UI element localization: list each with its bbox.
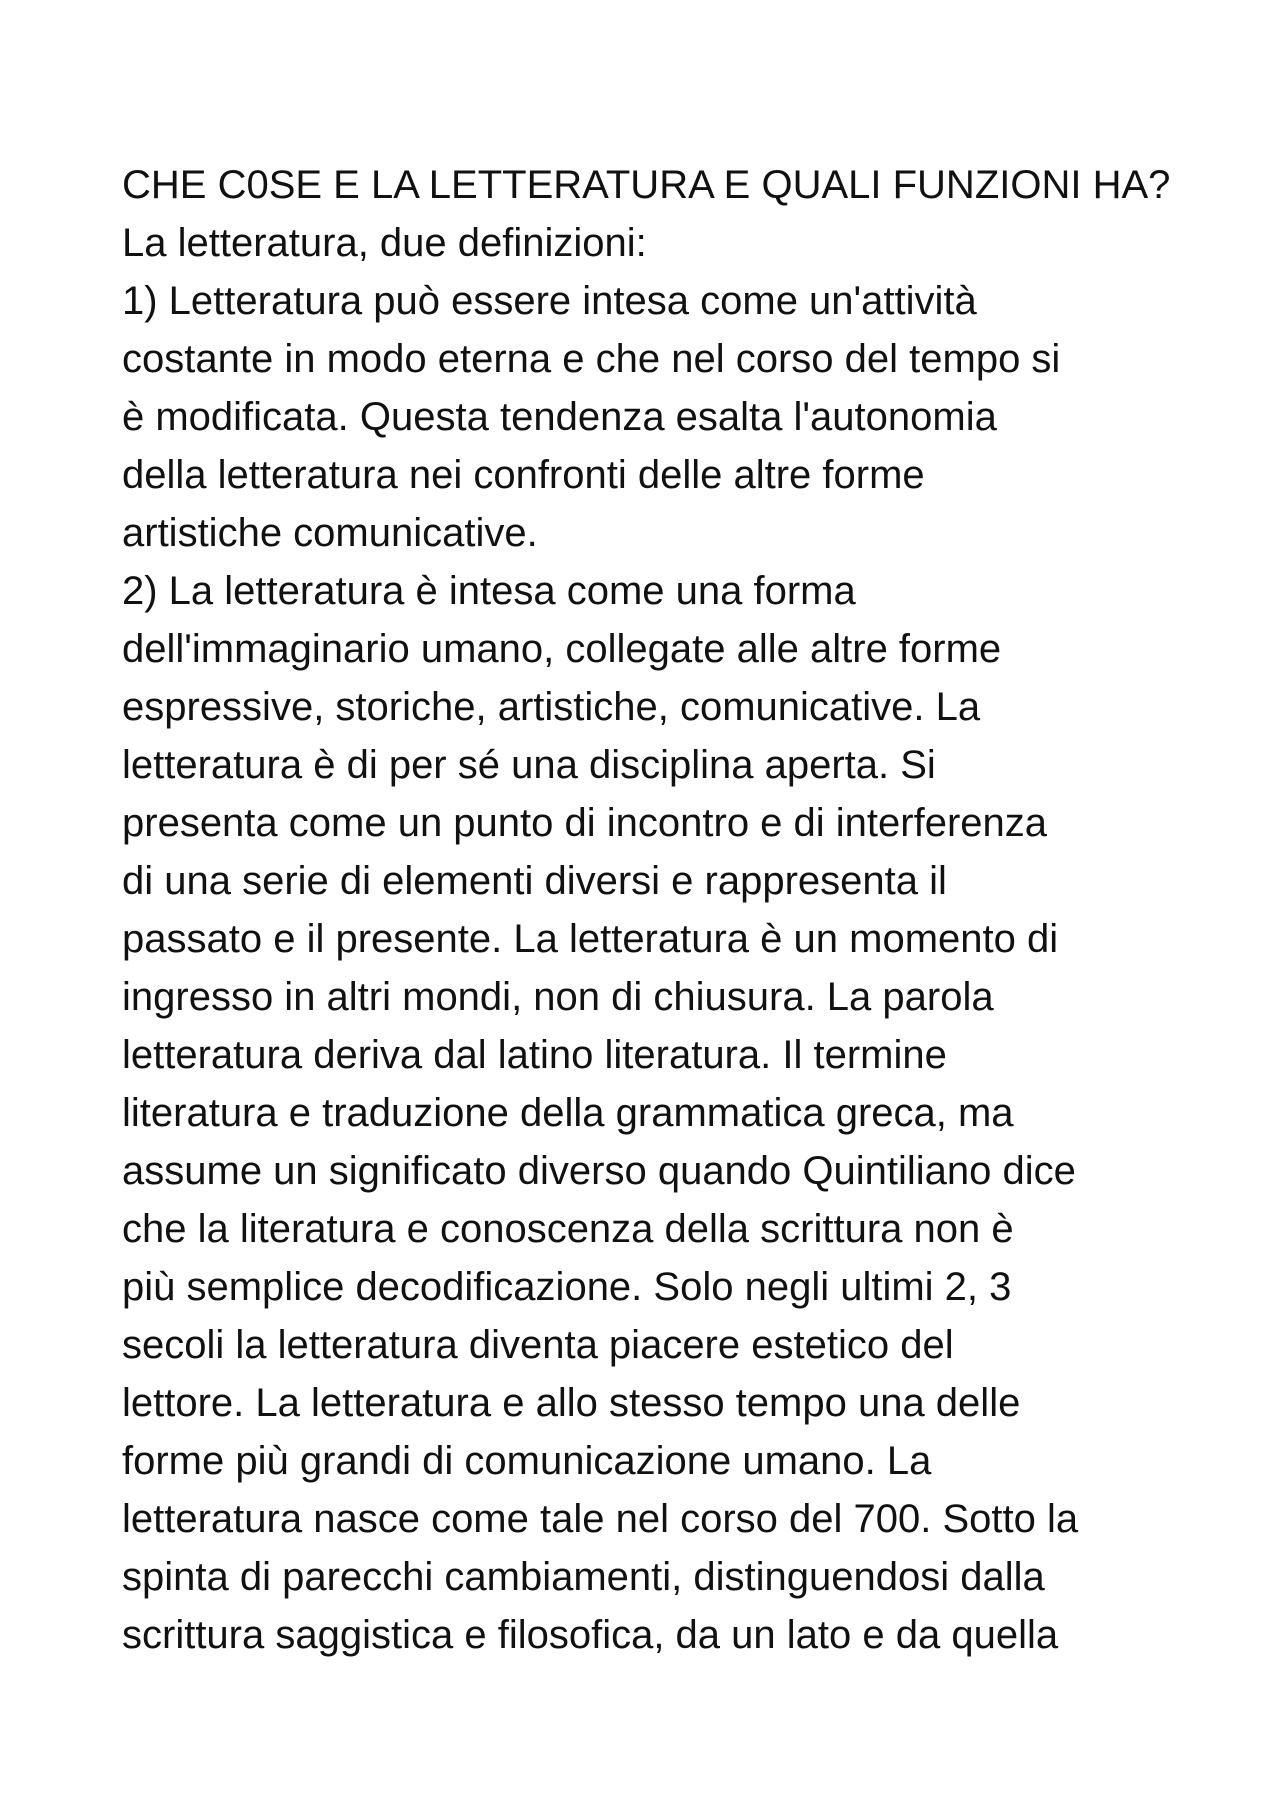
text-line: della letteratura nei confronti delle altre forme — [122, 453, 925, 497]
text-line: literatura e traduzione della grammatica greca, ma — [122, 1091, 1014, 1135]
text-line: forme più grandi di comunicazione umano. La — [122, 1439, 932, 1483]
text-line: costante in modo eterna e che nel corso del tempo si — [122, 337, 1061, 381]
text-line: lettore. La letteratura e allo stesso tempo una delle — [122, 1381, 1021, 1425]
text-line: assume un significato diverso quando Quintiliano dice — [122, 1149, 1076, 1193]
text-line: secoli la letteratura diventa piacere estetico del — [122, 1323, 954, 1367]
text-line: ingresso in altri mondi, non di chiusura. La parola — [122, 975, 994, 1019]
text-line: di una serie di elementi diversi e rappresenta il — [122, 859, 947, 903]
text-line: dell'immaginario umano, collegate alle altre forme — [122, 627, 1002, 671]
text-line: letteratura è di per sé una disciplina aperta. Si — [122, 743, 936, 787]
text-line: è modificata. Questa tendenza esalta l'autonomia — [122, 395, 997, 439]
text-line: più semplice decodificazione. Solo negli ultimi 2, 3 — [122, 1265, 1012, 1309]
text-line: scrittura saggistica e filosofica, da un lato e da quella — [122, 1613, 1059, 1657]
text-line: letteratura nasce come tale nel corso del 700. Sotto la — [122, 1497, 1079, 1541]
text-line: presenta come un punto di incontro e di interferenza — [122, 801, 1048, 845]
text-line: spinta di parecchi cambiamenti, distinguendosi dalla — [122, 1555, 1045, 1599]
text-line: artistiche comunicative. — [122, 511, 538, 555]
text-line: 2) La letteratura è intesa come una forma — [122, 569, 856, 613]
text-line: letteratura deriva dal latino literatura. Il termine — [122, 1033, 947, 1077]
text-line: La letteratura, due definizioni: — [122, 221, 647, 265]
text-line: che la literatura e conoscenza della scrittura non è — [122, 1207, 1014, 1251]
text-line: 1) Letteratura può essere intesa come un'attività — [122, 279, 977, 323]
document-title: CHE C0SE E LA LETTERATURA E QUALI FUNZIONI HA? — [122, 163, 1171, 207]
text-line: espressive, storiche, artistiche, comunicative. La — [122, 685, 981, 729]
document-body-text — [122, 156, 1182, 1664]
text-line: passato e il presente. La letteratura è un momento di — [122, 917, 1059, 961]
